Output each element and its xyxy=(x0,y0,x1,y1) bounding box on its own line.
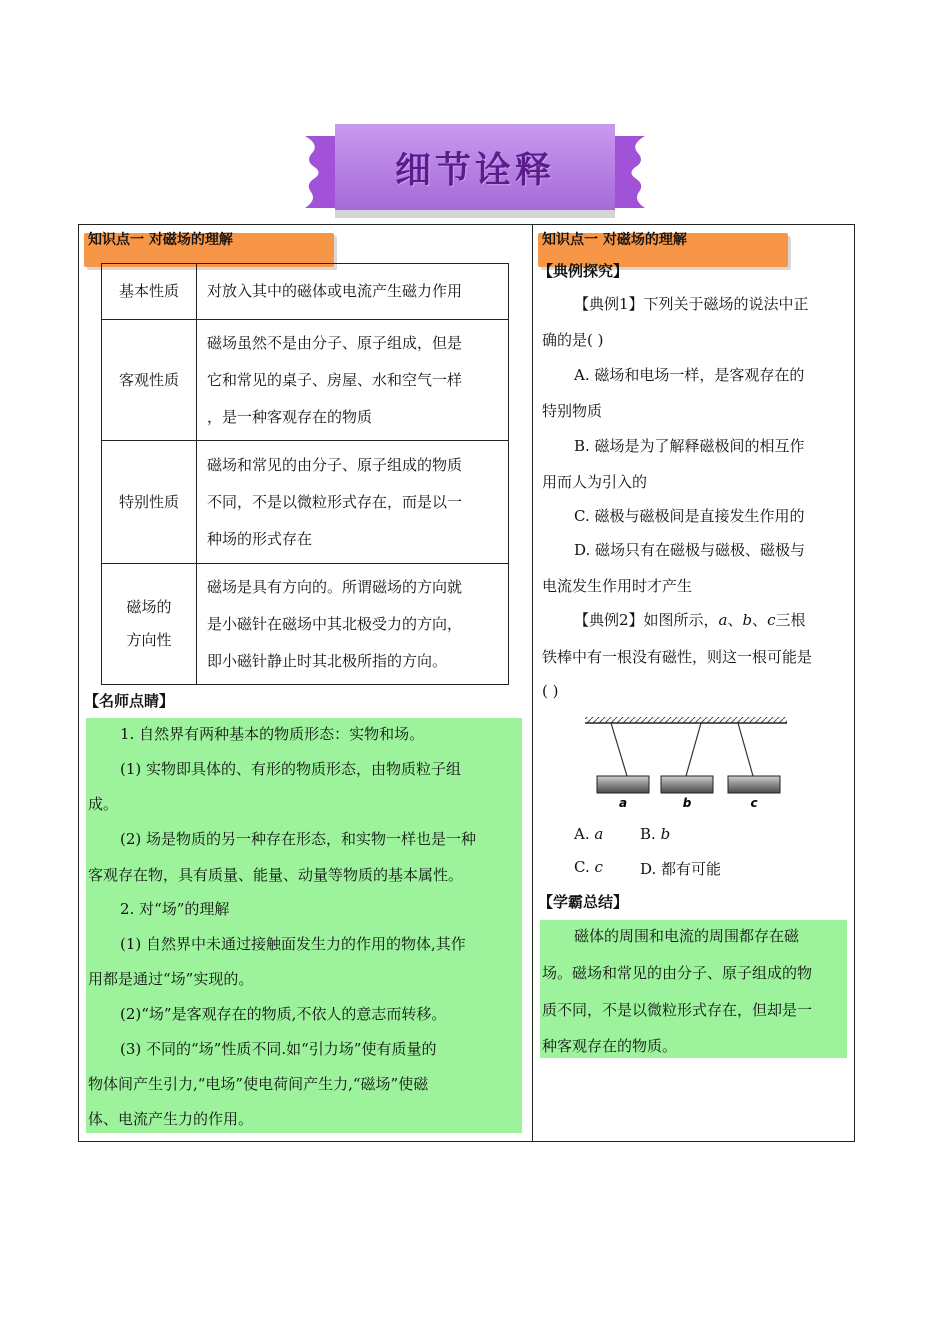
table-row xyxy=(102,264,509,320)
example2-line: 【典例2】如图所示，a、b、c三根 xyxy=(574,611,806,629)
table-value: 磁场虽然不是由分子、原子组成，但是 它和常见的桌子、房屋、水和空气一样 ，是一种客观存在的物质 xyxy=(197,320,509,441)
mingshi-line: (1) 实物即具体的、有形的物质形态，由物质粒子组 xyxy=(120,760,462,778)
example-line: 特别物质 xyxy=(542,402,603,420)
table-key: 特别性质 xyxy=(102,441,197,564)
string-b xyxy=(686,723,701,776)
mingshi-box xyxy=(86,718,522,1133)
mingshi-line: 体、电流产生力的作用。 xyxy=(88,1110,254,1128)
label-b: b xyxy=(682,796,692,810)
table-key: 磁场的 方向性 xyxy=(102,564,197,685)
banner-title: 细节诠释 xyxy=(394,150,555,191)
option-b: B. b xyxy=(640,825,671,843)
example-option: A. 磁场和电场一样，是客观存在的 xyxy=(574,366,805,384)
knowledge-table xyxy=(101,263,509,685)
bar-c xyxy=(728,776,780,793)
example-option: D. 磁场只有在磁极与磁极、磁极与 xyxy=(574,541,806,559)
table-value: 对放入其中的磁体或电流产生磁力作用 xyxy=(197,264,509,320)
mingshi-line: 成。 xyxy=(88,795,119,813)
mingshi-line: (3) 不同的“场”性质不同.如“引力场”使有质量的 xyxy=(120,1040,437,1058)
summary-line: 种客观存在的物质。 xyxy=(542,1037,678,1055)
mingshi-line: (1) 自然界中未通过接触面发生力的作用的物体,其作 xyxy=(120,935,466,953)
example2-line: 铁棒中有一根没有磁性，则这一根可能是 xyxy=(542,648,813,666)
mingshi-line: 用都是通过“场”实现的。 xyxy=(88,970,254,988)
left-knowledge-tag-text: 知识点一 对磁场的理解 xyxy=(88,232,233,248)
mingshi-line: (2) 场是物质的另一种存在形态，和实物一样也是一种 xyxy=(120,830,477,848)
summary-line: 场。磁场和常见的由分子、原子组成的物 xyxy=(542,964,813,982)
label-c: c xyxy=(750,796,758,810)
option-d: D. 都有可能 xyxy=(640,860,722,878)
column-divider xyxy=(532,224,533,1142)
table-value: 磁场是具有方向的。所谓磁场的方向就 是小磁针在磁场中其北极受力的方向， 即小磁针静止时其北极所指的方向。 xyxy=(197,564,509,685)
dianli-heading: 【典例探究】 xyxy=(538,262,629,280)
table-value: 磁场和常见的由分子、原子组成的物质 不同，不是以微粒形式存在，而是以一 种场的形式存在 xyxy=(197,441,509,564)
example-option: B. 磁场是为了解释磁极间的相互作 xyxy=(574,437,805,455)
section-banner xyxy=(305,122,645,220)
summary-heading: 【学霸总结】 xyxy=(538,893,629,911)
example-line: 确的是( ) xyxy=(542,331,604,349)
hanging-bars-figure xyxy=(585,713,790,813)
ceiling xyxy=(585,717,787,723)
example-line: 用而人为引入的 xyxy=(542,473,648,491)
summary-line: 磁体的周围和电流的周围都存在磁 xyxy=(574,927,800,945)
example-option: C. 磁极与磁极间是直接发生作用的 xyxy=(574,507,805,525)
mingshi-line: 客观存在物，具有质量、能量、动量等物质的基本属性。 xyxy=(88,866,464,884)
example-line: 【典例1】下列关于磁场的说法中正 xyxy=(574,295,809,313)
bar-b xyxy=(661,776,713,793)
table-key: 客观性质 xyxy=(102,320,197,441)
option-a: A. a xyxy=(574,825,604,843)
bar-a xyxy=(597,776,649,793)
right-knowledge-tag-text: 知识点一 对磁场的理解 xyxy=(542,232,687,248)
mingshi-line: 1. 自然界有两种基本的物质形态：实物和场。 xyxy=(120,725,425,743)
mingshi-line: (2)“场”是客观存在的物质,不依人的意志而转移。 xyxy=(120,1005,447,1023)
string-a xyxy=(611,723,627,776)
example2-line: ( ) xyxy=(542,682,559,700)
table-row xyxy=(102,320,509,441)
option-c: C. c xyxy=(574,858,603,876)
mingshi-line: 2. 对“场”的理解 xyxy=(120,900,230,918)
table-row xyxy=(102,564,509,685)
table-row xyxy=(102,441,509,564)
label-a: a xyxy=(618,796,628,810)
string-c xyxy=(738,723,753,776)
table-key: 基本性质 xyxy=(102,264,197,320)
example-line: 电流发生作用时才产生 xyxy=(542,577,693,595)
summary-line: 质不同，不是以微粒形式存在，但却是一 xyxy=(542,1001,813,1019)
mingshi-heading: 【名师点睛】 xyxy=(84,692,175,710)
mingshi-line: 物体间产生引力,“电场”使电荷间产生力,“磁场”使磁 xyxy=(88,1075,429,1093)
